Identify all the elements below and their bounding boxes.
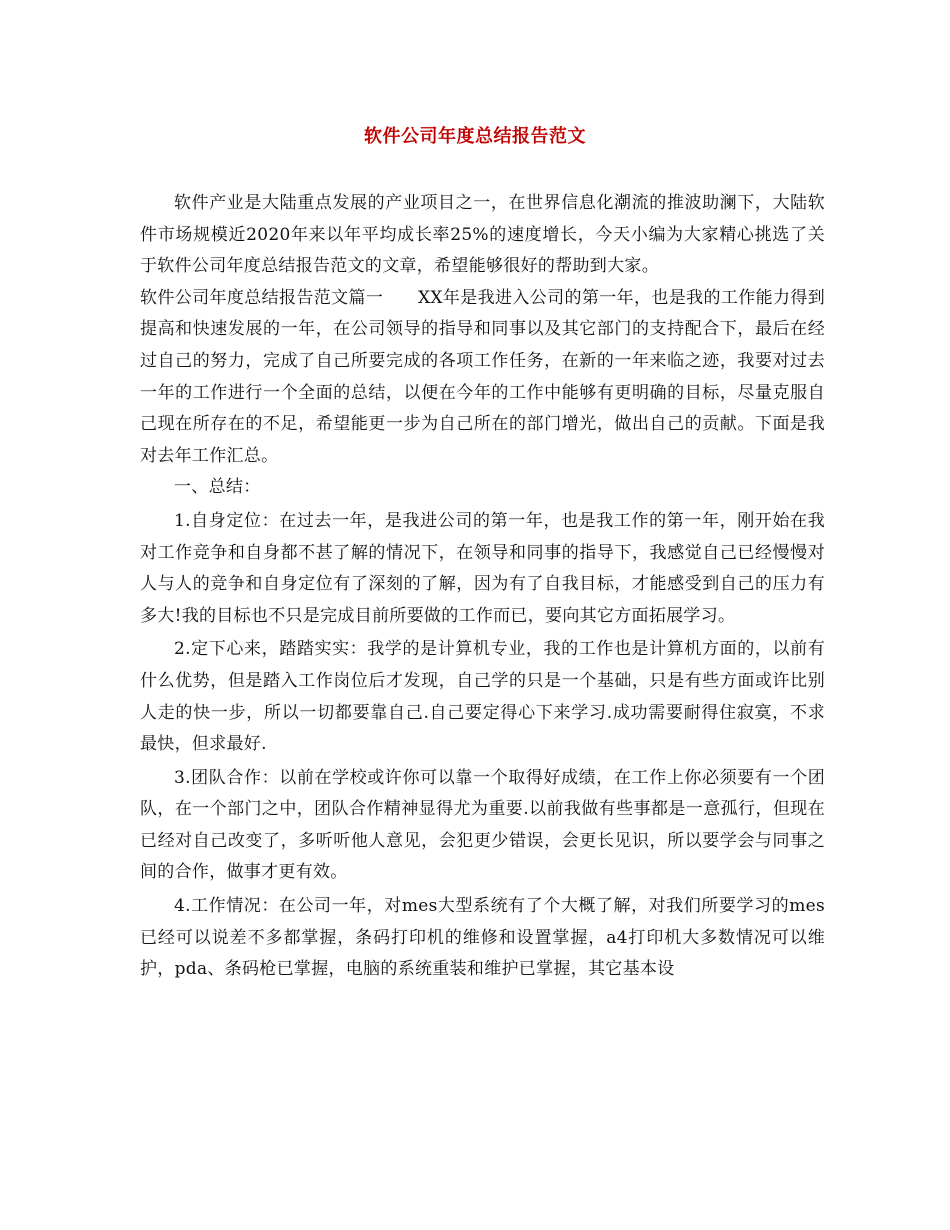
point-3-paragraph: 3.团队合作：以前在学校或许你可以靠一个取得好成绩，在工作上你必须要有一个团队，在一个部门之中，团队合作精神显得尤为重要.以前我做有些事都是一意孤行，但现在已经对自己改变了，多听听他人意见，会犯更少错误，会更长见识，所以要学会与同事之间的合作，做事才更有效。 bbox=[140, 767, 825, 883]
point-2-paragraph: 2.定下心来，踏踏实实：我学的是计算机专业，我的工作也是计算机方面的，以前有什么优势，但是踏入工作岗位后才发现，自己学的只是一个基础，只是有些方面或许比别人走的快一步，所以一切都要靠自己.自己要定得心下来学习.成功需要耐得住寂寞，不求最快，但求最好. bbox=[140, 639, 825, 755]
summary-heading: 一、总结： bbox=[174, 477, 261, 498]
section-paragraph: 软件公司年度总结报告范文篇一 XX年是我进入公司的第一年，也是我的工作能力得到提高和快速发展的一年，在公司领导的指导和同事以及其它部门的支持配合下，最后在经过自己的努力，完成了自己所要完成的各项工作任务，在新的一年来临之迹，我要对过去一年的工作进行一个全面的总结，以便在今年的工作中能够有更明确的目标，尽量克服自己现在所存在的不足，希望能更一步为自己所在的部门增光，做出自己的贡献。下面是我对去年工作汇总。 bbox=[140, 287, 825, 466]
point-1-paragraph: 1.自身定位：在过去一年，是我进公司的第一年，也是我工作的第一年，刚开始在我对工作竞争和自身都不甚了解的情况下，在领导和同事的指导下，我感觉自己已经慢慢对人与人的竞争和自身定位有了深刻的了解，因为有了自我目标，才能感受到自己的压力有多大!我的目标也不只是完成目前所要做的工作而已，要向其它方面拓展学习。 bbox=[140, 510, 825, 626]
document-title: 软件公司年度总结报告范文 bbox=[364, 126, 586, 147]
point-4-paragraph: 4.工作情况：在公司一年，对mes大型系统有了个大概了解，对我们所要学习的mes已经可以说差不多都掌握，条码打印机的维修和设置掌握，a4打印机大多数情况可以维护，pda、条码枪已掌握，电脑的系统重装和维护已掌握，其它基本设 bbox=[140, 896, 825, 980]
document-body bbox=[140, 188, 825, 986]
intro-paragraph: 软件产业是大陆重点发展的产业项目之一，在世界信息化潮流的推波助澜下，大陆软件市场规模近2020年来以年平均成长率25%的速度增长，今天小编为大家精心挑选了关于软件公司年度总结报告范文的文章，希望能够很好的帮助到大家。 bbox=[140, 193, 825, 277]
